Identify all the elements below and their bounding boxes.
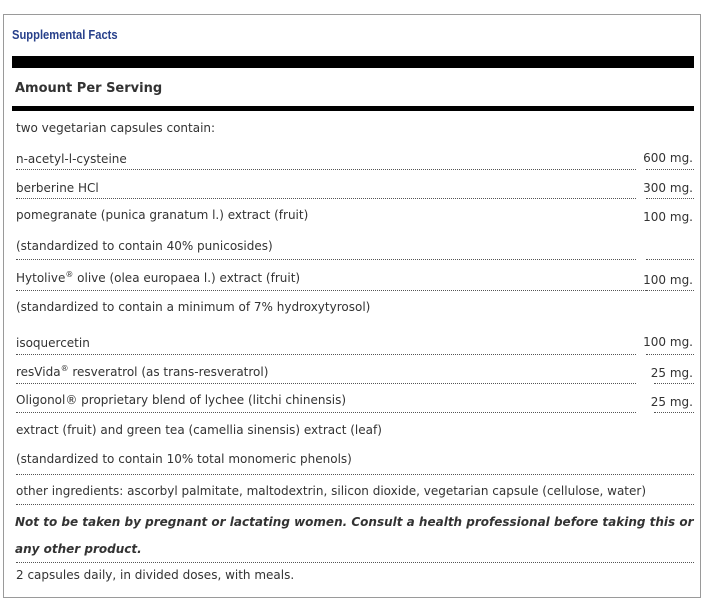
ingredient-note: (standardized to contain 10% total monomeric phenols) bbox=[16, 452, 352, 466]
directions-text: 2 capsules daily, in divided doses, with meals. bbox=[16, 568, 295, 582]
amount-per-serving-heading: Amount Per Serving bbox=[15, 81, 163, 96]
dotted-rule bbox=[16, 412, 636, 413]
ingredient-amount: 600 mg. bbox=[643, 151, 693, 165]
ingredient-name: berberine HCl bbox=[16, 181, 99, 195]
other-ingredients: other ingredients: ascorbyl palmitate, maltodextrin, silicon dioxide, vegetarian capsule (cellulose, water) bbox=[16, 484, 647, 498]
medium-divider bbox=[12, 106, 694, 111]
thick-divider bbox=[12, 56, 694, 68]
dotted-rule bbox=[16, 504, 694, 505]
ingredient-amount: 100 mg. bbox=[643, 273, 693, 287]
ingredient-name: n-acetyl-l-cysteine bbox=[16, 152, 127, 166]
ingredient-name: isoquercetin bbox=[16, 336, 90, 350]
warning-text: Not to be taken by pregnant or lactating women. Consult a health professional before taking this or any other product. bbox=[15, 515, 694, 556]
ingredient-name: Oligonol® proprietary blend of lychee (litchi chinensis) bbox=[16, 393, 346, 407]
ingredient-amount: 100 mg. bbox=[643, 335, 693, 349]
dotted-rule bbox=[646, 354, 694, 355]
ingredient-amount: 25 mg. bbox=[650, 366, 693, 380]
dotted-rule bbox=[654, 412, 694, 413]
dotted-rule bbox=[16, 354, 636, 355]
ingredient-amount: 100 mg. bbox=[643, 210, 693, 224]
serving-intro: two vegetarian capsules contain: bbox=[16, 121, 216, 135]
dotted-rule bbox=[646, 169, 694, 170]
ingredient-note: (standardized to contain a minimum of 7% hydroxytyrosol) bbox=[16, 300, 371, 314]
dotted-rule bbox=[16, 290, 646, 291]
dotted-rule bbox=[646, 198, 694, 199]
dotted-rule bbox=[646, 290, 694, 291]
ingredient-amount: 25 mg. bbox=[650, 395, 693, 409]
dotted-rule bbox=[16, 562, 694, 563]
ingredient-amount: 300 mg. bbox=[643, 181, 693, 195]
dotted-rule bbox=[16, 383, 636, 384]
ingredient-continuation: extract (fruit) and green tea (camellia sinensis) extract (leaf) bbox=[16, 423, 382, 437]
ingredient-name: Hytolive® olive (olea europaea l.) extract (fruit) bbox=[16, 270, 301, 285]
ingredient-name: pomegranate (punica granatum l.) extract (fruit) bbox=[16, 208, 309, 222]
ingredient-name: resVida® resveratrol (as trans-resveratrol) bbox=[16, 364, 269, 379]
dotted-rule bbox=[16, 198, 636, 199]
dotted-rule bbox=[16, 169, 636, 170]
ingredient-note: (standardized to contain 40% punicosides) bbox=[16, 239, 273, 253]
dotted-rule bbox=[646, 259, 694, 260]
dotted-rule bbox=[16, 474, 694, 475]
panel-title: Supplemental Facts bbox=[12, 27, 118, 42]
dotted-rule bbox=[654, 383, 694, 384]
dotted-rule bbox=[16, 259, 636, 260]
